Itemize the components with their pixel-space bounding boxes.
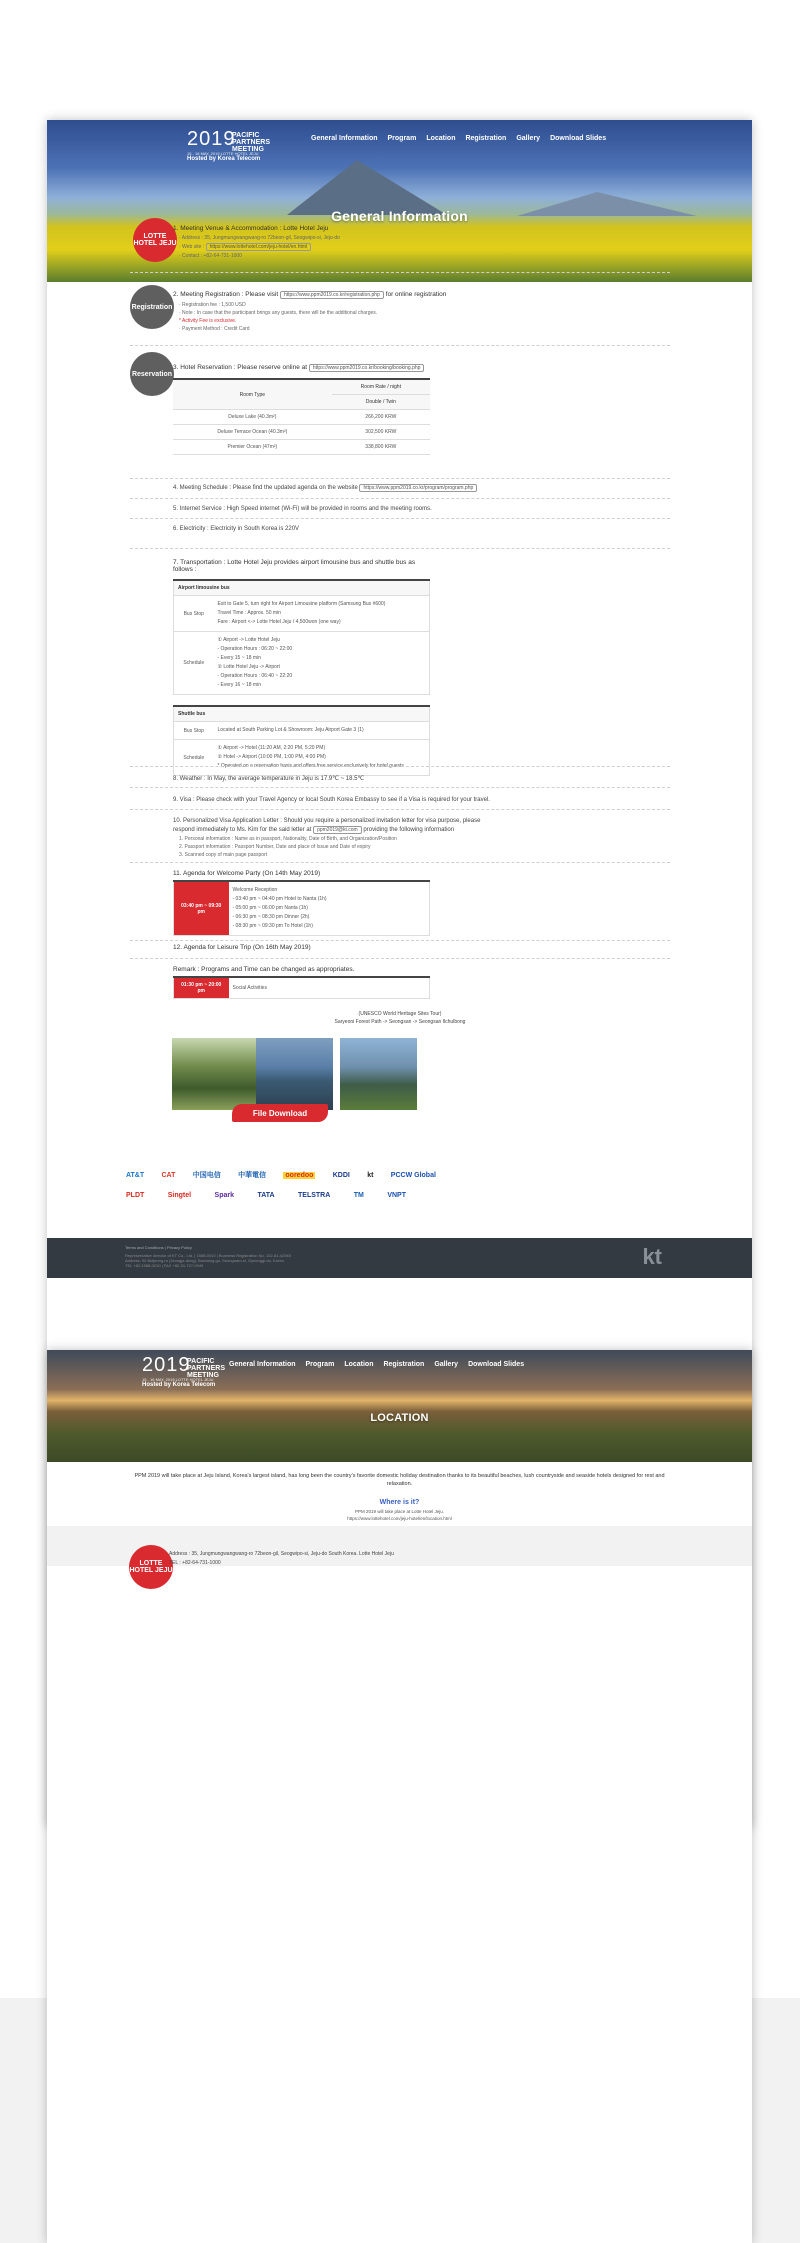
partner-logo: kt (367, 1171, 374, 1179)
partner-logo: Singtel (167, 1192, 192, 1199)
venue-contact: · Contact : +82-64-731-1000 (179, 253, 242, 259)
partner-logos-row1 (126, 1170, 436, 1180)
shuttle-stop-info: Located at South Parking Lot & Showroom: Jeju Airport Gate 3 (1) (214, 722, 430, 740)
table-row: Premier Ocean (47m²) 338,800 KRW (173, 440, 430, 455)
nav-general-information[interactable]: General Information (311, 135, 378, 142)
registration-fee: · Registration fee : 1,500 USD (179, 302, 246, 308)
transport-heading: 7. Transportation : Lotte Hotel Jeju provides airport limousine bus and shuttle bus as follows : (173, 559, 416, 573)
partner-logo: VNPT (387, 1192, 406, 1199)
main-nav-2 (229, 1361, 524, 1368)
nav-gallery[interactable]: Gallery (516, 135, 541, 142)
airport-bus-table (173, 579, 430, 695)
nav-program[interactable]: Program (305, 1361, 335, 1368)
divider (130, 940, 670, 941)
footer-address: Representative director of KT Co., Ltd. | 1588-0010 | Business Registration No. 102-81-42945 Address: 90 Buljeong-ro (Jeongja-dong), Bundang-gu, Seongnam-si, Gyeonggi-do, Korea TEL +82-1588-0010 | FAX +82-31-727-0949 (125, 1253, 291, 1268)
section-venue (173, 225, 670, 261)
footer-links[interactable]: Terms and Conditions | Privacy Policy (125, 1245, 192, 1250)
where-sub: PPM 2019 will take place at Lotte Hotel Jeju. https://www.lottehotel.com/jeju-hotel/en/location.html (47, 1508, 752, 1522)
partner-logo: 中華電信 (238, 1172, 267, 1179)
welcome-time: 03:40 pm ~ 09:30 pm (174, 881, 229, 936)
partner-logo: ooredoo (285, 1171, 314, 1179)
schedule-info: ① Airport -> Lotte Hotel Jeju - Operation Hours : 06:20 ~ 22:00 - Every 15 ~ 18 min ② Lotte Hotel Jeju -> Airport - Operation Hours : 06:40 ~ 22:20 - Every 16 ~ 18 min (214, 632, 430, 695)
col-room-type: Room Type (173, 379, 332, 410)
nav-location[interactable]: Location (426, 135, 456, 142)
section-reservation (173, 364, 430, 455)
schedule-label: Schedule (174, 632, 214, 695)
col-double-twin: Double / Twin (332, 395, 430, 410)
nav-download-slides[interactable]: Download Slides (550, 135, 607, 142)
partner-logo: PCCW Global (390, 1171, 436, 1179)
hotel-badge: LOTTE HOTEL JEJU (133, 218, 177, 262)
visa-email-link[interactable]: ppm2019@kt.com (313, 826, 362, 834)
registration-heading (173, 291, 670, 299)
reservation-badge: Reservation (130, 352, 174, 396)
partner-logo: 中国电信 (192, 1172, 221, 1179)
divider (130, 345, 670, 346)
airport-bus-title: Airport limousine bus (174, 580, 430, 596)
section-visa-letter: 10. Personalized Visa Application Letter : Should you require a personalized invitation letter for visa purpose, please respond immediately to Ms. Kim for the said letter at ppm2019@kt.com providing the following information 1. Personal information : Name as in passport, Nationality, Date of Birth, and Organization/Position 2. Passport information : Passport Number, Date and place of Issue and Date of expiry 3. Scanned copy of main page passport (173, 818, 670, 860)
divider (130, 809, 670, 810)
leisure-table (173, 976, 430, 999)
nav-general-information[interactable]: General Information (229, 1361, 296, 1368)
venue-web-link[interactable]: https://www.lottehotel.com/jeju-hotel/en.html (206, 243, 312, 251)
reservation-heading-pre: 3. Hotel Reservation : Please reserve online at (173, 364, 308, 371)
divider (130, 498, 670, 499)
leisure-time: 01:30 pm ~ 20:00 pm (174, 977, 229, 999)
shuttle-schedule-label: Schedule (174, 740, 214, 776)
venue-web-row (179, 243, 670, 251)
logo-year: 2019 (187, 128, 236, 150)
registration-badge: Registration (130, 285, 174, 329)
divider (130, 272, 670, 273)
schedule-link[interactable]: https://www.ppm2019.co.kr/program/program.php (359, 484, 477, 492)
location-card (47, 1350, 752, 2243)
reservation-link[interactable]: https://www.ppm2019.co.kr/booking/booking.php (309, 364, 425, 372)
divider (130, 766, 670, 767)
registration-link[interactable]: https://www.ppm2019.co.kr/registration.php (280, 291, 384, 299)
where-link[interactable]: https://www.lottehotel.com/jeju-hotel/en/location.html (347, 1516, 452, 1521)
col-room-rate: Room Rate / night (332, 379, 430, 395)
leisure-detail (173, 966, 430, 999)
tour-sub: Saryeoni Forest Path -> Seongsan -> Seongsan Ilchulbong (334, 1019, 466, 1025)
partner-logo: CAT (161, 1171, 176, 1179)
registration-payment: · Payment Method : Credit Card (179, 326, 250, 332)
divider (130, 787, 670, 788)
nav-gallery[interactable]: Gallery (434, 1361, 459, 1368)
nav-location[interactable]: Location (344, 1361, 374, 1368)
divider (130, 862, 670, 863)
logo-name: PACIFIC PARTNERS MEETING (232, 132, 270, 153)
registration-heading-post: for online registration (385, 291, 447, 298)
shuttle-bus-title: Shuttle bus (174, 706, 430, 722)
section-registration (173, 291, 670, 334)
section-schedule (173, 484, 670, 492)
venue-address: · Address : 35, Jungmungwangwang-ro 72beon-gil, Seogwipo-si, Jeju-do (179, 235, 340, 241)
leisure-heading: 12. Agenda for Leisure Trip (On 16th May 2019) (173, 944, 311, 951)
bus-stop-info: Exit to Gate 5, turn right for Airport Limousine platform (Samsung Bus #600) Travel Time : Approx. 50 min Fare : Airport <-> Lotte Hotel Jeju / 4,500won (one way) (214, 596, 430, 632)
welcome-detail: Welcome Reception - 03:40 pm ~ 04:40 pm Hotel to Nanta (1h) - 05:00 pm ~ 06:00 pm Nanta (1h) - 06:30 pm ~ 08:30 pm Dinner (2h) - 08:30 pm ~ 09:30 pm To Hotel (1h) (229, 881, 430, 936)
nav-registration[interactable]: Registration (383, 1361, 425, 1368)
section-welcome-party (173, 870, 430, 936)
shuttle-stop-label: Bus Stop (174, 722, 214, 740)
partner-logo: KDDI (332, 1171, 350, 1179)
ilchulbong-photo (340, 1038, 417, 1110)
partner-logo: TELSTRA (298, 1192, 331, 1199)
location-title: LOCATION (370, 1412, 429, 1424)
divider (130, 478, 670, 479)
section-weather: 8. Weather : In May, the average temperature in Jeju is 17.9℃ ~ 18.5℃ (173, 776, 365, 782)
partner-logos-row2 (126, 1192, 406, 1199)
mountain-shape (287, 160, 447, 215)
venue-heading: 1. Meeting Venue & Accommodation : Lotte Hotel Jeju (173, 225, 329, 232)
site-footer (47, 1238, 752, 1278)
section-electricity: 6. Electricity : Electricity in South Korea is 220V (173, 526, 300, 532)
partner-logo: TATA (257, 1192, 275, 1199)
where-heading: Where is it? (379, 1499, 420, 1506)
leisure-activity: Social Activities (229, 977, 430, 999)
divider (130, 518, 670, 519)
logo-sub: 15 - 16 MAY, 2019 LOTTE HOTEL JEJU (187, 151, 259, 156)
welcome-table (173, 880, 430, 936)
partner-logo: Spark (214, 1192, 234, 1199)
site-logo-2[interactable]: 2019 PACIFIC PARTNERS MEETING 15 - 16 MAY, 2019 LOTTE HOTEL JEJU Hosted by Korea Telecom (142, 1354, 225, 1388)
partner-logo: TM (353, 1192, 364, 1199)
table-row: Deluxe Terrace Ocean (40.3m²) 302,500 KRW (173, 425, 430, 440)
section-internet: 5. Internet Service : High Speed internet (Wi-Fi) will be provided in rooms and the meeting rooms. (173, 506, 432, 512)
tour-caption (0, 1010, 800, 1026)
location-address: Address : 35, Jungmungwangwang-ro 72beon-gil, Seogwipo-si, Jeju-do South Korea. Lotte Hotel Jeju TEL : +82-64-731-1000 (169, 1551, 394, 1566)
footer-kt-logo: kt (642, 1244, 662, 1269)
main-nav (311, 135, 606, 142)
divider (130, 958, 670, 959)
reservation-heading (173, 364, 430, 372)
file-download-button[interactable]: File Download (232, 1104, 328, 1122)
shuttle-schedule-info: ① Airport -> Hotel (11:20 AM, 2:20 PM, 5:20 PM) ② Hotel -> Airport (10:00 PM, 1:00 PM, 4:00 PM) * Operated on a reservation basis and offers free service exclusively for hotel guests (214, 740, 430, 776)
room-rate-table (173, 378, 430, 455)
welcome-heading: 11. Agenda for Welcome Party (On 14th May 2019) (173, 870, 321, 877)
nav-download-slides[interactable]: Download Slides (468, 1361, 525, 1368)
site-logo[interactable] (187, 128, 270, 162)
bus-stop-label: Bus Stop (174, 596, 214, 632)
registration-heading-pre: 2. Meeting Registration : Please visit (173, 291, 279, 298)
divider (130, 548, 670, 549)
section-transportation (173, 559, 430, 776)
logo-host: Hosted by Korea Telecom (187, 156, 261, 162)
tour-title: (UNESCO World Heritage Sites Tour) (358, 1011, 442, 1017)
visa-letter-line1: 10. Personalized Visa Application Letter : Should you require a personalized invitation letter for visa purpose, please (173, 818, 481, 824)
section-leisure-trip (173, 944, 430, 954)
location-intro: PPM 2019 will take place at Jeju Island, Korea's largest island, has long been the country's favorite domestic holiday destination thanks to its beautiful beaches, lush countryside and seaside hotels designed for rest and relaxation. (134, 1473, 665, 1487)
partner-logo: AT&T (126, 1171, 145, 1179)
schedule-text: 4. Meeting Schedule : Please find the updated agenda on the website (173, 485, 358, 491)
leisure-remark: Remark : Programs and Time can be changed as appropriates. (173, 966, 355, 973)
table-row: Deluxe Lake (40.3m²) 266,200 KRW (173, 410, 430, 425)
venue-web-label: · Web site : (179, 244, 205, 250)
location-hotel-badge: LOTTE HOTEL JEJU (129, 1545, 173, 1589)
seongsan-photo (256, 1038, 333, 1110)
registration-note-2: * Activity Fee is exclusive. (179, 318, 237, 324)
visa-letter-line2: respond immediately to Ms. Kim for the said letter at ppm2019@kt.com providing the following information (173, 827, 455, 833)
nav-program[interactable]: Program (387, 135, 417, 142)
nav-registration[interactable]: Registration (465, 135, 507, 142)
partner-logo: PLDT (126, 1192, 145, 1199)
page-title: General Information (331, 208, 468, 224)
section-visa: 9. Visa : Please check with your Travel Agency or local South Korea Embassy to see if a Visa is required for your travel. (173, 797, 490, 803)
location-hero (47, 1350, 752, 1462)
registration-note: · Note : In case that the participant brings any guests, there will be the additional charges. (179, 310, 378, 316)
